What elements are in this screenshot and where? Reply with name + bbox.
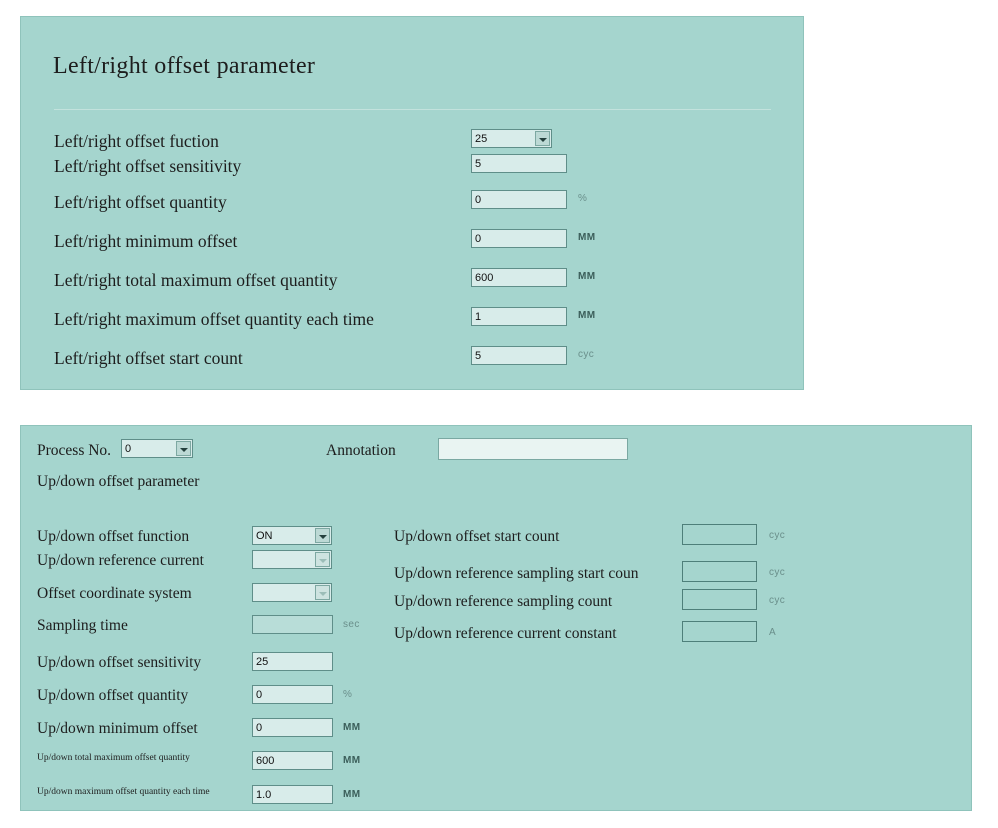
unit-sampling-time: sec <box>343 619 360 630</box>
input-up-down-total-maximum-offset-quantity[interactable] <box>252 751 333 770</box>
page-title: Left/right offset parameter <box>53 53 316 79</box>
label-up-down-reference-sampling-count: Up/down reference sampling count <box>394 593 613 610</box>
input-left-right-offset-sensitivity-value: 5 <box>475 158 482 170</box>
left-right-offset-panel <box>20 16 804 390</box>
input-up-down-maximum-offset-quantity-each-time-value: 1.0 <box>256 789 272 801</box>
unit-up-down-offset-start-count: cyc <box>769 530 786 541</box>
input-up-down-offset-sensitivity-value: 25 <box>256 656 269 668</box>
input-left-right-offset-start-count-value: 5 <box>475 350 482 362</box>
label-up-down-maximum-offset-quantity-each-time: Up/down maximum offset quantity each time <box>37 787 210 797</box>
left-right-parameter-list <box>54 129 784 382</box>
select-left-right-offset-function[interactable] <box>471 129 552 148</box>
input-up-down-minimum-offset[interactable] <box>252 718 333 737</box>
label-left-right-maximum-offset-quantity-each-time: Left/right maximum offset quantity each time <box>54 309 374 329</box>
label-sampling-time: Sampling time <box>37 617 128 634</box>
row-left-right-minimum-offset <box>54 229 784 268</box>
row-up-down-maximum-offset-quantity-each-time <box>37 785 367 819</box>
label-left-right-offset-sensitivity: Left/right offset sensitivity <box>54 156 242 176</box>
label-up-down-reference-sampling-start-count: Up/down reference sampling start coun <box>394 565 639 582</box>
select-process-no[interactable] <box>121 439 193 458</box>
input-up-down-minimum-offset-value: 0 <box>256 722 263 734</box>
input-up-down-offset-start-count[interactable] <box>682 524 757 545</box>
row-left-right-offset-function <box>54 129 784 154</box>
row-left-right-offset-quantity <box>54 190 784 229</box>
row-up-down-offset-quantity <box>37 685 367 718</box>
label-up-down-minimum-offset: Up/down minimum offset <box>37 720 198 737</box>
select-left-right-offset-function-value: 25 <box>475 133 488 145</box>
process-no-label: Process No. <box>37 442 112 459</box>
select-offset-coordinate-system[interactable] <box>252 583 332 602</box>
input-sampling-time[interactable] <box>252 615 333 634</box>
unit-up-down-offset-quantity: % <box>343 689 353 700</box>
select-up-down-offset-function-value: ON <box>256 530 273 542</box>
input-left-right-offset-start-count[interactable] <box>471 346 567 365</box>
label-up-down-reference-current: Up/down reference current <box>37 552 204 569</box>
input-annotation[interactable] <box>438 438 628 460</box>
row-up-down-total-maximum-offset-quantity <box>37 751 367 785</box>
input-left-right-offset-sensitivity[interactable] <box>471 154 567 173</box>
unit-left-right-minimum-offset: MM <box>578 232 596 243</box>
input-up-down-reference-sampling-start-count[interactable] <box>682 561 757 582</box>
input-up-down-reference-current-constant[interactable] <box>682 621 757 642</box>
input-up-down-total-maximum-offset-quantity-value: 600 <box>256 755 275 767</box>
row-up-down-offset-start-count <box>394 526 924 563</box>
label-offset-coordinate-system: Offset coordinate system <box>37 585 192 602</box>
input-left-right-offset-quantity[interactable] <box>471 190 567 209</box>
row-up-down-offset-sensitivity <box>37 652 367 685</box>
input-left-right-total-maximum-offset-quantity-value: 600 <box>475 272 494 284</box>
input-left-right-total-maximum-offset-quantity[interactable] <box>471 268 567 287</box>
input-up-down-offset-quantity-value: 0 <box>256 689 263 701</box>
unit-left-right-maximum-offset-quantity-each-time: MM <box>578 310 596 321</box>
select-up-down-reference-current[interactable] <box>252 550 332 569</box>
label-up-down-offset-start-count: Up/down offset start count <box>394 528 560 545</box>
unit-up-down-maximum-offset-quantity-each-time: MM <box>343 789 361 800</box>
input-left-right-offset-quantity-value: 0 <box>475 194 482 206</box>
chevron-down-icon[interactable] <box>315 528 330 543</box>
input-up-down-offset-quantity[interactable] <box>252 685 333 704</box>
title-divider <box>54 109 771 110</box>
input-up-down-reference-sampling-count[interactable] <box>682 589 757 610</box>
up-down-right-column <box>394 526 924 655</box>
input-left-right-maximum-offset-quantity-each-time-value: 1 <box>475 311 482 323</box>
unit-up-down-total-maximum-offset-quantity: MM <box>343 755 361 766</box>
row-left-right-maximum-offset-quantity-each-time <box>54 307 784 346</box>
chevron-down-icon[interactable] <box>176 441 191 456</box>
up-down-left-column <box>37 526 367 819</box>
input-up-down-offset-sensitivity[interactable] <box>252 652 333 671</box>
unit-up-down-reference-current-constant: A <box>769 627 777 638</box>
label-up-down-offset-quantity: Up/down offset quantity <box>37 687 189 704</box>
row-offset-coordinate-system <box>37 583 367 615</box>
annotation-label: Annotation <box>326 442 396 459</box>
label-left-right-total-maximum-offset-quantity: Left/right total maximum offset quantity <box>54 270 338 290</box>
label-up-down-total-maximum-offset-quantity: Up/down total maximum offset quantity <box>37 753 190 763</box>
unit-up-down-minimum-offset: MM <box>343 722 361 733</box>
chevron-down-icon[interactable] <box>315 552 330 567</box>
row-left-right-total-maximum-offset-quantity <box>54 268 784 307</box>
input-left-right-maximum-offset-quantity-each-time[interactable] <box>471 307 567 326</box>
label-left-right-offset-quantity: Left/right offset quantity <box>54 192 227 212</box>
row-up-down-reference-sampling-count <box>394 591 924 623</box>
input-up-down-maximum-offset-quantity-each-time[interactable] <box>252 785 333 804</box>
chevron-down-icon[interactable] <box>535 131 550 146</box>
label-left-right-minimum-offset: Left/right minimum offset <box>54 231 238 251</box>
row-up-down-offset-function <box>37 526 367 550</box>
chevron-down-icon[interactable] <box>315 585 330 600</box>
up-down-offset-panel <box>20 425 972 811</box>
up-down-section-title: Up/down offset parameter <box>37 473 200 490</box>
row-up-down-minimum-offset <box>37 718 367 751</box>
row-up-down-reference-sampling-start-count <box>394 563 924 591</box>
label-left-right-offset-start-count: Left/right offset start count <box>54 348 243 368</box>
label-up-down-offset-function: Up/down offset function <box>37 528 190 545</box>
unit-left-right-offset-quantity: % <box>578 193 588 204</box>
label-left-right-offset-function: Left/right offset fuction <box>54 131 219 151</box>
select-up-down-offset-function[interactable] <box>252 526 332 545</box>
row-left-right-offset-start-count <box>54 346 784 382</box>
input-left-right-minimum-offset[interactable] <box>471 229 567 248</box>
row-sampling-time <box>37 615 367 652</box>
unit-left-right-total-maximum-offset-quantity: MM <box>578 271 596 282</box>
select-process-no-value: 0 <box>125 443 132 455</box>
unit-up-down-reference-sampling-count: cyc <box>769 595 786 606</box>
row-left-right-offset-sensitivity <box>54 154 784 190</box>
label-up-down-reference-current-constant: Up/down reference current constant <box>394 625 617 642</box>
row-up-down-reference-current-constant <box>394 623 924 655</box>
unit-left-right-offset-start-count: cyc <box>578 349 595 360</box>
label-up-down-offset-sensitivity: Up/down offset sensitivity <box>37 654 202 671</box>
unit-up-down-reference-sampling-start-count: cyc <box>769 567 786 578</box>
row-up-down-reference-current <box>37 550 367 583</box>
input-left-right-minimum-offset-value: 0 <box>475 233 482 245</box>
